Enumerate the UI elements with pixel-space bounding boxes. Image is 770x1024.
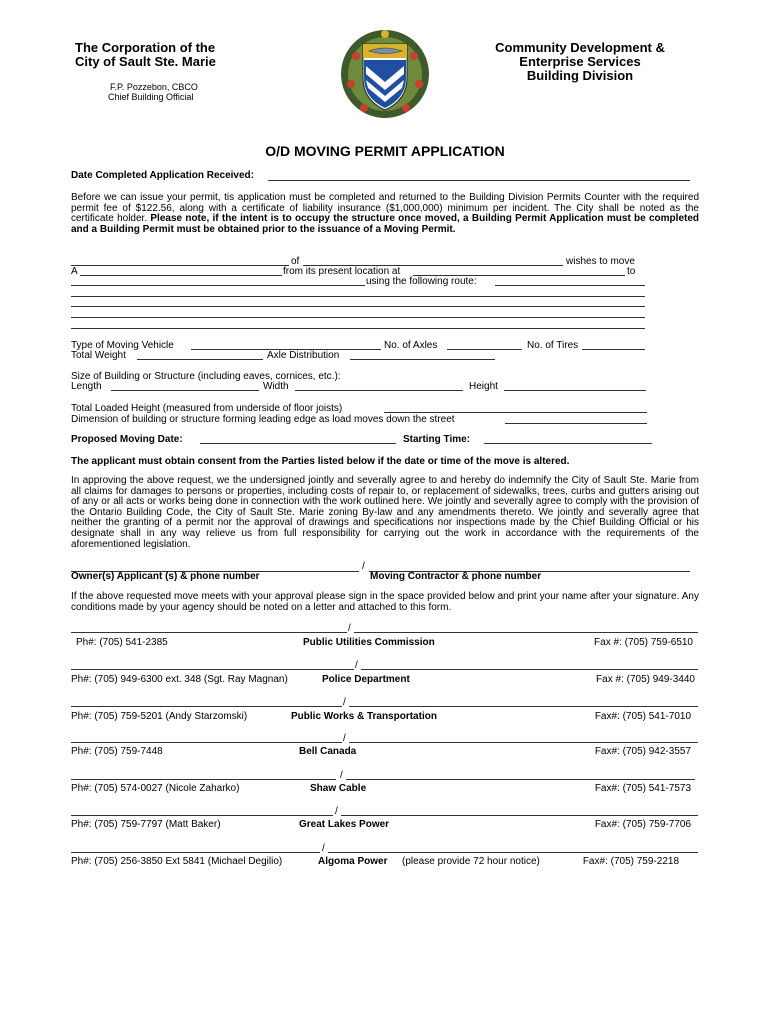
- agency-fax: Fax #: (705) 759-6510: [594, 637, 693, 648]
- agency-signature-field[interactable]: [71, 742, 342, 743]
- agency-fax: Fax#: (705) 759-2218: [582, 856, 679, 867]
- intro-paragraph: [71, 193, 699, 235]
- agency-phone: Ph#: (705) 541-2385: [76, 637, 168, 648]
- route-field-1[interactable]: [495, 285, 645, 286]
- agency-name-field[interactable]: [361, 669, 698, 670]
- approval-note: If the above requested move meets with your approval please sign in the space provided below and print your name after your signature. Any conditions made by your agency should be noted on a letter and attached to this form.: [71, 591, 699, 613]
- agency-signature-field[interactable]: [71, 669, 354, 670]
- agency-phone: Ph#: (705) 759-5201 (Andy Starzomski): [71, 711, 248, 722]
- agency-phone: Ph#: (705) 759-7797 (Matt Baker): [71, 819, 221, 830]
- axles-label: No. of Axles: [384, 340, 438, 351]
- agency-name: Great Lakes Power: [299, 819, 390, 830]
- starting-time-field[interactable]: [484, 443, 652, 444]
- agency-fax: Fax#: (705) 541-7010: [594, 711, 691, 722]
- agency-name: Bell Canada: [299, 746, 357, 757]
- agency-fax: Fax#: (705) 759-7706: [594, 819, 691, 830]
- wishes-label: wishes to move: [566, 256, 635, 267]
- height-label: Height: [469, 381, 498, 392]
- route-label: using the following route:: [366, 276, 477, 287]
- length-label: Length: [71, 381, 102, 392]
- agency-name-field[interactable]: [341, 815, 698, 816]
- proposed-date-field[interactable]: [200, 443, 396, 444]
- agency-name-field[interactable]: [349, 706, 698, 707]
- org-name-line2: City of Sault Ste. Marie: [75, 54, 216, 69]
- from-location-label: from its present location at: [283, 266, 401, 277]
- leading-edge-field[interactable]: [505, 423, 647, 424]
- intro-bold-note: Please note, if the intent is to occupy the structure once moved, a Building Permit Application must be completed and a Building Permit must be obtained prior to the issuance of a Moving Permit.: [71, 213, 700, 235]
- width-field[interactable]: [295, 390, 463, 391]
- agency-signature-field[interactable]: [71, 706, 342, 707]
- agency-name-field[interactable]: [354, 632, 698, 633]
- agency-signature-field[interactable]: [71, 632, 347, 633]
- axle-distribution-label: Axle Distribution: [267, 350, 340, 361]
- agency-phone: Ph#: (705) 256-3850 Ext 5841 (Michael Degilio): [71, 856, 283, 867]
- date-received-label: Date Completed Application Received:: [71, 170, 254, 181]
- division-line1: Community Development &: [495, 40, 665, 55]
- page-title: O/D MOVING PERMIT APPLICATION: [265, 143, 505, 159]
- agency-signature-field[interactable]: [71, 779, 336, 780]
- starting-time-label: Starting Time:: [403, 434, 471, 445]
- route-line-2[interactable]: [71, 296, 645, 297]
- agency-phone: Ph#: (705) 949-6300 ext. 348 (Sgt. Ray Magnan): [71, 674, 288, 685]
- agency-fax: Fax#: (705) 541-7573: [594, 783, 691, 794]
- agency-name: Shaw Cable: [310, 783, 367, 794]
- agency-slash: /: [348, 623, 351, 634]
- loaded-height-label: Total Loaded Height (measured from underside of floor joists): [71, 403, 343, 414]
- official-name: F.P. Pozzebon, CBCO: [110, 82, 198, 92]
- height-field[interactable]: [504, 390, 646, 391]
- tires-label: No. of Tires: [527, 340, 579, 351]
- agency-fax: Fax #: (705) 949-3440: [596, 674, 695, 685]
- date-received-field[interactable]: [268, 180, 690, 181]
- weight-field[interactable]: [137, 359, 263, 360]
- vehicle-type-label: Type of Moving Vehicle: [71, 340, 174, 351]
- axles-field[interactable]: [447, 349, 522, 350]
- agency-slash: /: [322, 843, 325, 854]
- agency-phone: Ph#: (705) 759-7448: [71, 746, 163, 757]
- agency-slash: /: [343, 733, 346, 744]
- agency-note: (please provide 72 hour notice): [402, 856, 540, 867]
- route-line-3[interactable]: [71, 306, 645, 307]
- agency-signature-field[interactable]: [71, 815, 333, 816]
- of-label: of: [291, 256, 300, 267]
- a-label: A: [71, 266, 78, 277]
- division-line2: Enterprise Services: [519, 54, 641, 69]
- agency-name: Algoma Power: [318, 856, 388, 867]
- intro-text: Before we can issue your permit, tis application must be completed and returned to the Building Division Permits Counter with the required permit fee of $122.56, along with a certificate of liability insurance ($1,000,000) minimum per incident. The City shall be noted as the certificate holder.: [71, 192, 699, 225]
- agency-name-field[interactable]: [349, 742, 698, 743]
- org-name-line1: The Corporation of the: [75, 40, 216, 55]
- agency-slash: /: [355, 660, 358, 671]
- leading-edge-label: Dimension of building or structure forming leading edge as load moves down the street: [71, 414, 455, 425]
- to-label: to: [627, 266, 636, 277]
- route-line-4[interactable]: [71, 317, 645, 318]
- agency-slash: /: [335, 806, 338, 817]
- agency-fax: Fax#: (705) 942-3557: [594, 746, 691, 757]
- agency-name-field[interactable]: [328, 852, 698, 853]
- indemnity-paragraph: In approving the above request, we the undersigned jointly and severally agree to and hereby do indemnify the City of Sault Ste. Marie from all claims for damages to persons or properties, including costs of repair to, or replacement of sidewalks, trees, curbs and gutters arising out of any or all acts or works being done in connection with the work outlined here. We jointly and severally agree to comply with the provision of the Ontario Building Code, the City of Sault Ste. Marie zoning By-law and any amendments thereto. We jointly and severally agree that neither the granting of a permit nor the approval of drawings and specifications nor inspections made by the Chief Building Official or his designate shall in any way relieve us from full responsibility for carrying out the work in accordance with the requirements of the aforementioned legislation.: [71, 475, 699, 550]
- length-field[interactable]: [111, 390, 259, 391]
- agency-signature-field[interactable]: [71, 852, 320, 853]
- width-label: Width: [263, 381, 289, 392]
- route-line-5[interactable]: [71, 328, 645, 329]
- agency-name: Public Works & Transportation: [291, 711, 437, 722]
- weight-label: Total Weight: [71, 350, 126, 361]
- agency-name: Police Department: [322, 674, 410, 685]
- agency-phone: Ph#: (705) 574-0027 (Nicole Zaharko): [71, 783, 240, 794]
- agency-name-field[interactable]: [346, 779, 695, 780]
- division-line3: Building Division: [526, 68, 634, 83]
- agency-name: Public Utilities Commission: [303, 637, 435, 648]
- destination-field[interactable]: [71, 285, 365, 286]
- owner-signature-label: Owner(s) Applicant (s) & phone number: [71, 571, 260, 582]
- tires-field[interactable]: [582, 349, 645, 350]
- loaded-height-field[interactable]: [384, 412, 647, 413]
- official-title: Chief Building Official: [108, 92, 194, 102]
- agency-slash: /: [343, 697, 346, 708]
- consent-notice: The applicant must obtain consent from the Parties listed below if the date or time of the move is altered.: [71, 456, 570, 467]
- contractor-signature-label: Moving Contractor & phone number: [370, 571, 542, 582]
- agency-slash: /: [340, 770, 343, 781]
- structure-type-field[interactable]: [80, 275, 282, 276]
- size-heading: Size of Building or Structure (including eaves, cornices, etc.):: [71, 371, 341, 382]
- city-crest-logo: [336, 26, 434, 122]
- owner-name-field[interactable]: [71, 265, 289, 266]
- axle-distribution-field[interactable]: [350, 359, 495, 360]
- signature-slash: /: [362, 561, 365, 572]
- proposed-date-label: Proposed Moving Date:: [71, 434, 183, 445]
